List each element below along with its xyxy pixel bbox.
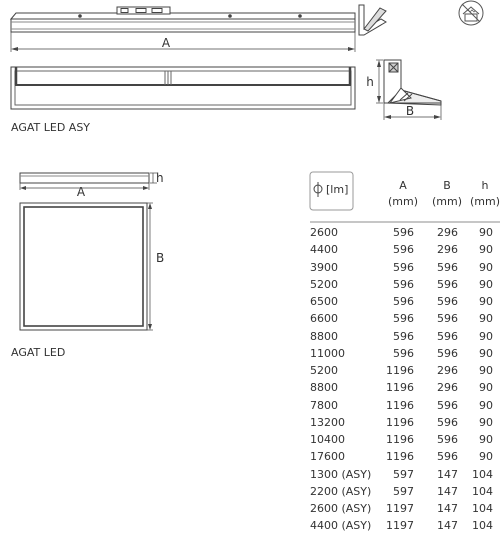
table-row (310, 483, 500, 500)
cell-a: 597 (393, 484, 414, 498)
asy-end-view-top (359, 5, 386, 35)
cell-lumens: 6500 (310, 295, 338, 308)
cell-h: 90 (479, 346, 493, 360)
cell-lumens: 1300 (ASY) (310, 467, 372, 481)
cell-b: 296 (437, 226, 458, 239)
cell-lumens: 8800 (310, 381, 338, 395)
asy-dim-b-label: B (405, 104, 415, 118)
cell-b: 596 (437, 295, 458, 308)
std-top-view (20, 203, 153, 330)
cell-b: 147 (437, 467, 458, 481)
cell-h: 90 (479, 398, 493, 412)
col-header-h-letter: h (481, 179, 489, 192)
asy-side-view (11, 7, 355, 52)
std-dim-h-label: h (156, 171, 164, 185)
table-row (310, 276, 500, 293)
cell-h: 90 (479, 260, 493, 274)
cell-h: 104 (472, 519, 493, 533)
cell-h: 104 (472, 467, 493, 481)
cell-a: 596 (393, 226, 414, 239)
table-row (310, 466, 500, 483)
cell-a: 596 (393, 243, 414, 257)
cell-lumens: 6600 (310, 312, 338, 326)
cell-a: 597 (393, 467, 414, 481)
asy-dim-h-label: h (366, 75, 374, 89)
cell-b: 596 (437, 312, 458, 326)
cell-b: 147 (437, 519, 458, 533)
cell-lumens: 7800 (310, 398, 338, 412)
cell-a: 1196 (386, 364, 414, 377)
col-header-a-letter: A (399, 179, 407, 192)
cell-b: 296 (437, 364, 458, 377)
cell-a: 1196 (386, 415, 414, 429)
table-row (310, 241, 500, 258)
table-row (310, 224, 500, 241)
cell-b: 596 (437, 398, 458, 412)
asy-dim-a-label: A (161, 36, 171, 50)
cell-b: 596 (437, 346, 458, 360)
cell-h: 90 (479, 312, 493, 326)
table-row (310, 397, 500, 414)
cell-h: 90 (479, 450, 493, 464)
cell-lumens: 3900 (310, 260, 338, 274)
cell-a: 596 (393, 295, 414, 308)
col-header-b-letter: B (443, 179, 451, 192)
cell-h: 90 (479, 381, 493, 395)
product-label-std: AGAT LED (11, 346, 66, 359)
table-row (310, 500, 500, 517)
col-header-b (432, 178, 462, 210)
table-row (310, 293, 500, 310)
asy-top-view (11, 67, 355, 109)
table-row (310, 310, 500, 327)
cell-a: 596 (393, 346, 414, 360)
cell-lumens: 2600 (310, 226, 338, 239)
cell-lumens: 5200 (310, 277, 338, 291)
cell-a: 596 (393, 329, 414, 343)
cell-b: 296 (437, 381, 458, 395)
table-row (310, 431, 500, 448)
cell-lumens: 17600 (310, 450, 345, 464)
cell-b: 596 (437, 277, 458, 291)
col-header-b-unit: (mm) (432, 195, 463, 208)
col-header-h (470, 178, 500, 210)
cell-lumens: 11000 (310, 346, 345, 360)
table-row (310, 259, 500, 276)
cell-a: 1196 (386, 450, 414, 464)
cell-a: 1197 (386, 502, 414, 515)
table-row (310, 379, 500, 396)
cell-lumens: 4400 (ASY) (310, 519, 372, 533)
table-row (310, 362, 500, 379)
cell-h: 104 (472, 502, 493, 515)
cell-b: 147 (437, 484, 458, 498)
flux-unit-label: [lm] (326, 183, 349, 196)
std-dim-b-label: B (156, 251, 165, 265)
cell-h: 90 (479, 415, 493, 429)
cell-a: 1196 (386, 381, 414, 395)
product-label-asy: AGAT LED ASY (11, 121, 91, 134)
cell-a: 1197 (386, 519, 414, 533)
col-header-h-unit: (mm) (470, 195, 500, 208)
cell-lumens: 4400 (310, 243, 338, 257)
col-header-a (388, 178, 418, 210)
cell-a: 596 (393, 312, 414, 326)
cell-h: 104 (472, 484, 493, 498)
table-row (310, 345, 500, 362)
cell-lumens: 2200 (ASY) (310, 484, 372, 498)
cell-h: 90 (479, 329, 493, 343)
cell-h: 90 (479, 226, 493, 239)
cell-b: 296 (437, 243, 458, 257)
cell-a: 1196 (386, 398, 414, 412)
cell-h: 90 (479, 243, 493, 257)
cell-b: 596 (437, 450, 458, 464)
cell-b: 596 (437, 329, 458, 343)
cell-lumens: 2600 (ASY) (310, 502, 372, 515)
cell-h: 90 (479, 295, 493, 308)
cell-lumens: 13200 (310, 415, 345, 429)
cell-h: 90 (479, 433, 493, 446)
table-row (310, 517, 500, 534)
cell-lumens: 10400 (310, 433, 345, 446)
cell-b: 147 (437, 502, 458, 515)
cell-b: 596 (437, 260, 458, 274)
cell-a: 596 (393, 277, 414, 291)
cell-h: 90 (479, 364, 493, 377)
cell-a: 596 (393, 260, 414, 274)
no-insulation-cover-icon (459, 1, 483, 25)
cell-b: 596 (437, 433, 458, 446)
table-row (310, 328, 500, 345)
cell-b: 596 (437, 415, 458, 429)
std-dim-a-label: A (76, 185, 86, 199)
cell-a: 1196 (386, 433, 414, 446)
table-row (310, 448, 500, 465)
cell-lumens: 8800 (310, 329, 338, 343)
specs-table (310, 224, 500, 535)
table-row (310, 414, 500, 431)
std-side-view (20, 173, 157, 190)
cell-lumens: 5200 (310, 364, 338, 377)
col-header-a-unit: (mm) (388, 195, 419, 208)
cell-h: 90 (479, 277, 493, 291)
